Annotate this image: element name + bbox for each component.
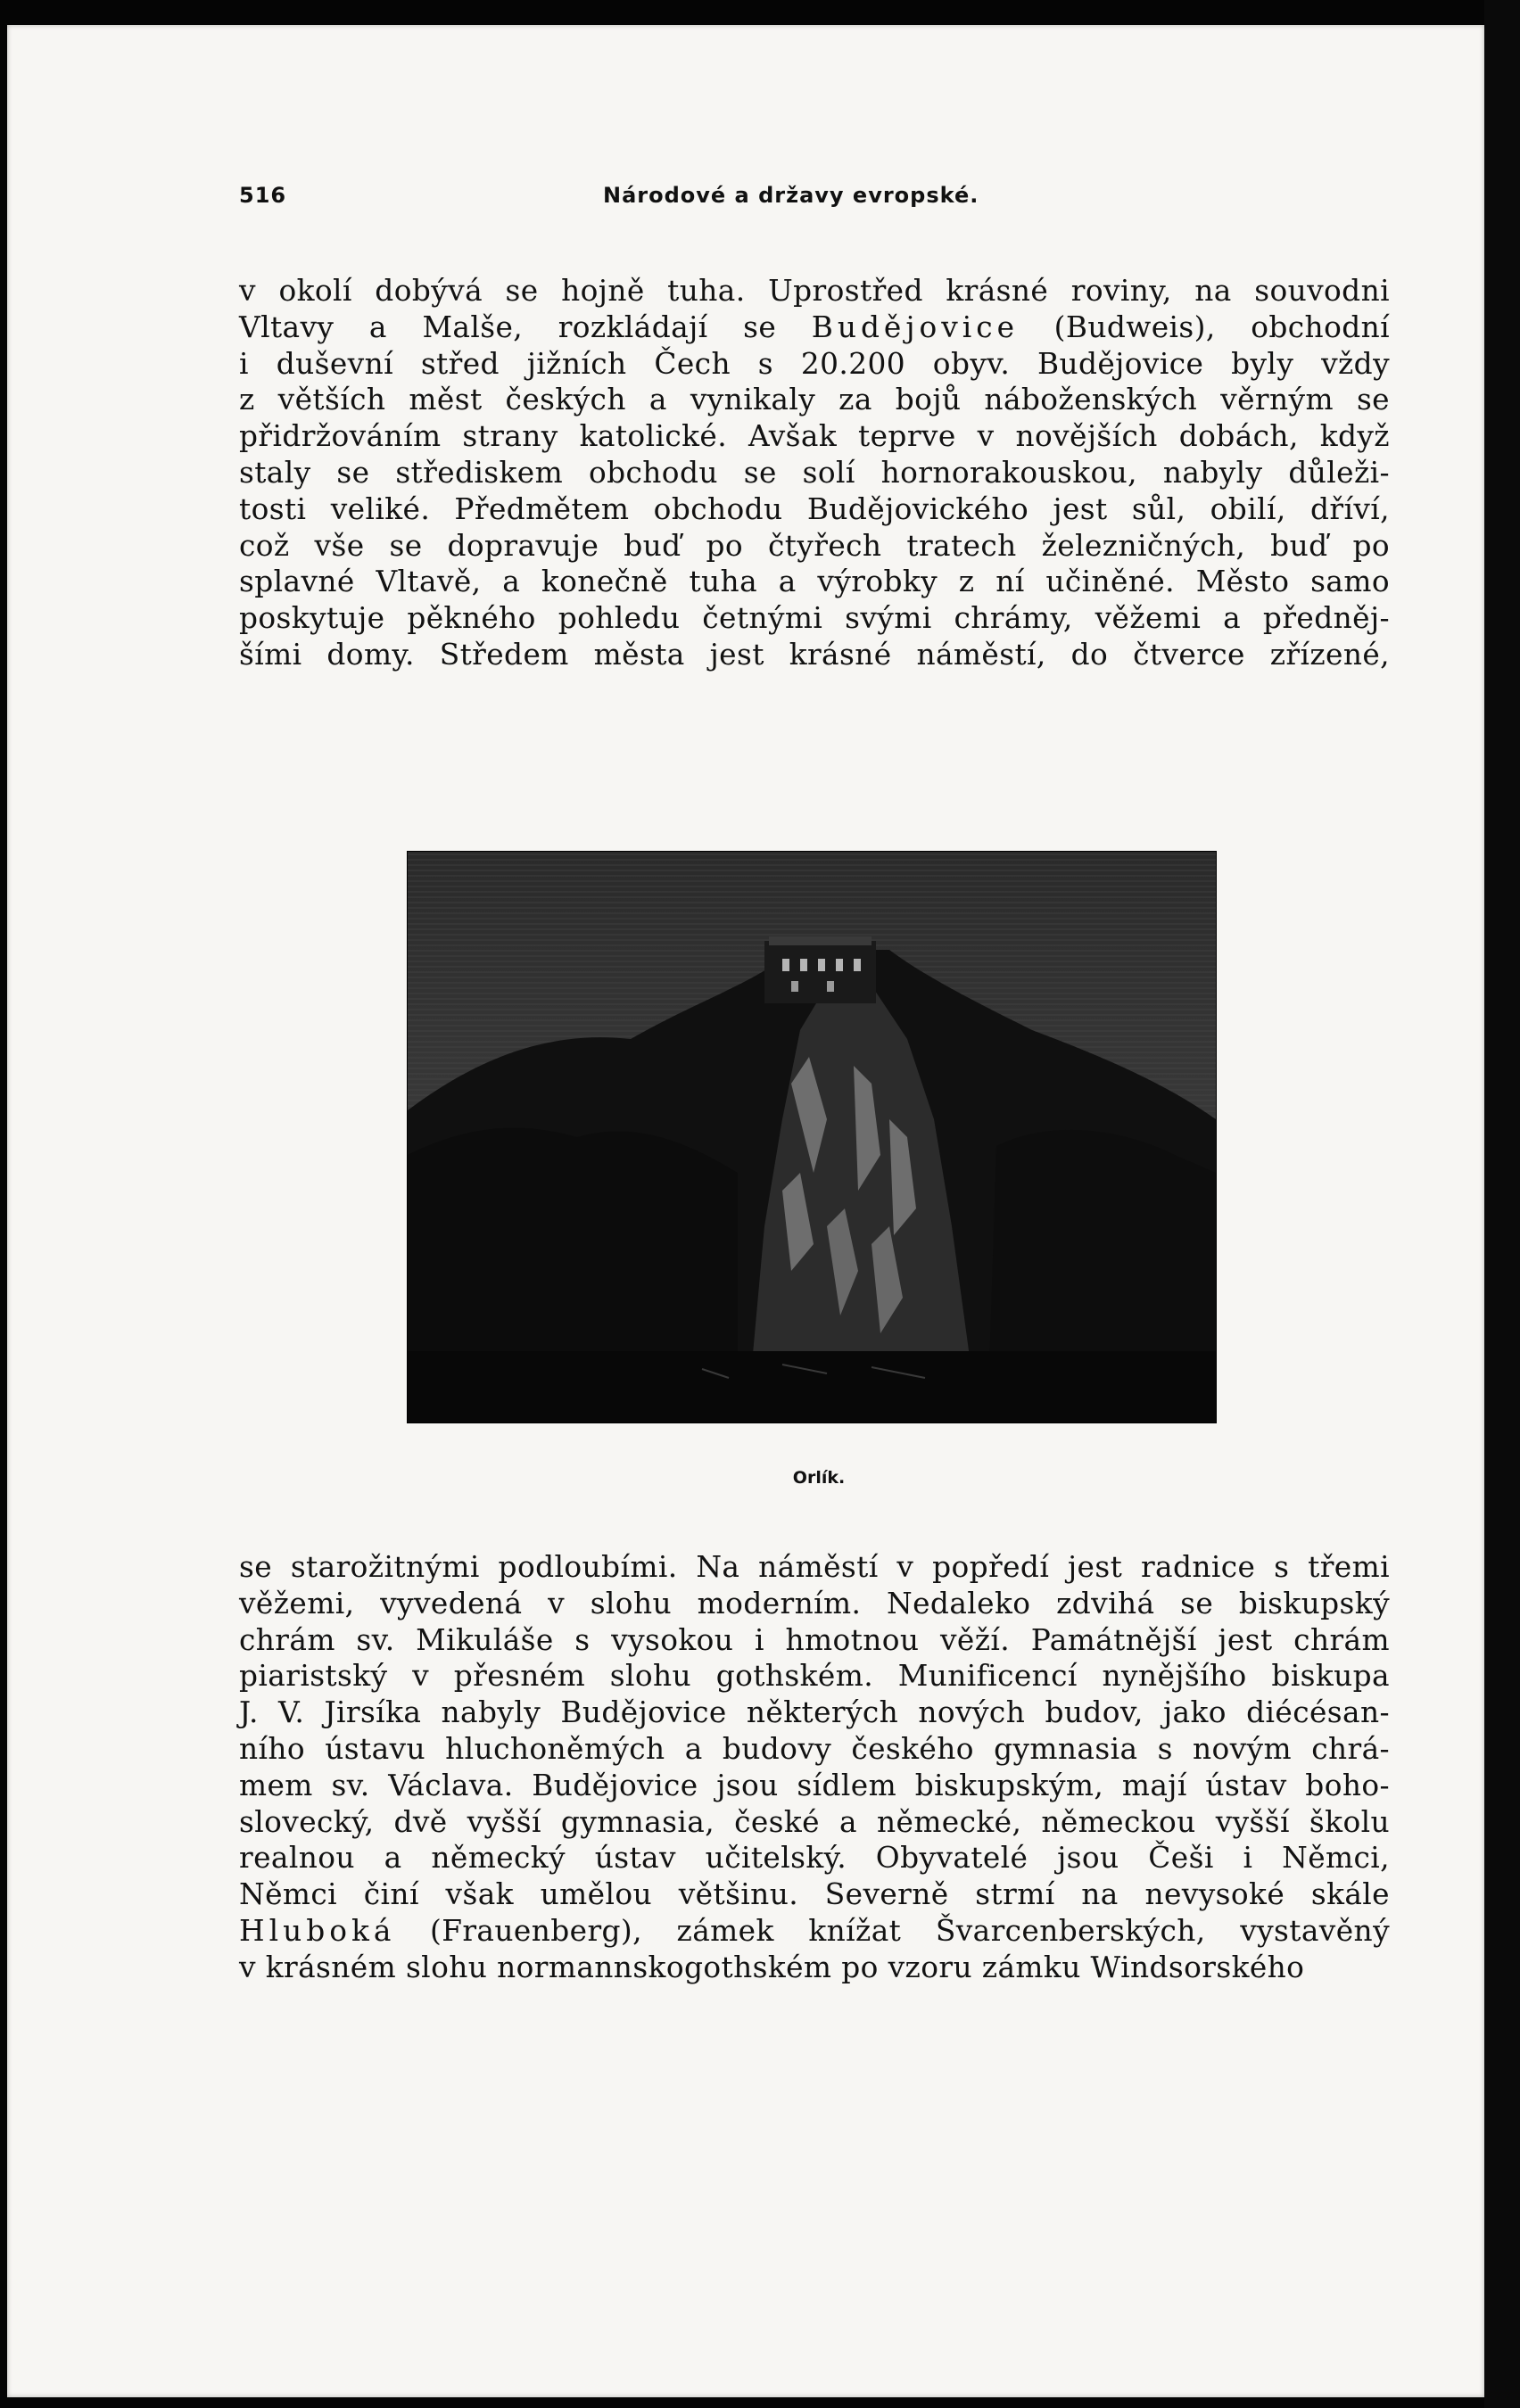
- text-line: v krásném slohu normannskogothském po vzoru zámku Windsorského: [239, 1950, 1305, 1984]
- scan-edge-strip: [1484, 0, 1520, 2408]
- text-line: Němci činí však umělou většinu. Severně strmí na nevysoké skále: [239, 1877, 1390, 1912]
- text-fragment: (Frauenberg), zámek knížat Švarcenberských, vystavěný: [430, 1913, 1390, 1948]
- text-line: se starožitnými podloubími. Na náměstí v popředí jest radnice s třemi: [239, 1550, 1390, 1584]
- text-line: tosti veliké. Předmětem obchodu Budějovického jest sůl, obilí, dříví,: [239, 491, 1390, 526]
- text-line: chrám sv. Mikuláše s vysokou i hmotnou věží. Památnější jest chrám: [239, 1622, 1390, 1657]
- text-line: přidržováním strany katolické. Avšak teprve v novějších dobách, když: [239, 419, 1390, 454]
- text-line: J. V. Jirsíka nabyly Budějovice některých nových budov, jako diécésan-: [239, 1695, 1390, 1730]
- text-line: věžemi, vyvedená v slohu moderním. Nedaleko zdvihá se biskupský: [239, 1586, 1390, 1620]
- engraving-picture: [408, 852, 1216, 1423]
- text-line: ního ústavu hluchoněmých a budovy českého gymnasia s novým chrá-: [239, 1731, 1390, 1766]
- text-fragment: Vltavy a Malše, rozkládají se: [239, 309, 777, 344]
- spaced-place-name: Hluboká: [239, 1913, 396, 1948]
- page-number: 516: [239, 183, 287, 208]
- text-fragment: (Budweis), obchodní: [1053, 309, 1391, 344]
- running-head: [239, 183, 1015, 219]
- text-line: poskytuje pěkného pohledu četnými svými chrámy, věžemi a předněj-: [239, 601, 1390, 636]
- text-line: šími domy. Středem města jest krásné náměstí, do čtverce zřízené,: [239, 637, 1390, 672]
- paragraph-bottom: [239, 1549, 1390, 1986]
- spaced-place-name: Budějovice: [811, 309, 1020, 344]
- paragraph-top: [239, 273, 1390, 673]
- text-line: piaristský v přesném slohu gothském. Munificencí nynějšího biskupa: [239, 1659, 1390, 1694]
- text-line: slovecký, dvě vyšší gymnasia, české a německé, německou vyšší školu: [239, 1804, 1390, 1839]
- text-line: staly se střediskem obchodu se solí hornorakouskou, nabyly důleži-: [239, 455, 1390, 490]
- figure-caption: Orlík.: [792, 1468, 846, 1488]
- text-line-with-spaced-name: [239, 309, 1390, 346]
- text-line: což vše se dopravuje buď po čtyřech tratech železničných, buď po: [239, 528, 1390, 563]
- text-line: realnou a německý ústav učitelský. Obyvatelé jsou Češi i Němci,: [239, 1841, 1390, 1876]
- orlik-castle-engraving: [407, 851, 1217, 1423]
- text-line-with-spaced-name: [239, 1913, 1390, 1950]
- text-line: mem sv. Václava. Budějovice jsou sídlem biskupským, mají ústav boho-: [239, 1768, 1390, 1802]
- text-line: i duševní střed jižních Čech s 20.200 obyv. Budějovice byly vždy: [239, 346, 1390, 381]
- text-line: v okolí dobývá se hojně tuha. Uprostřed krásné roviny, na souvodni: [239, 274, 1390, 308]
- text-line: z větších měst českých a vynikaly za bojů náboženských věrným se: [239, 383, 1390, 417]
- text-line: splavné Vltavě, a konečně tuha a výrobky z ní učiněné. Město samo: [239, 565, 1390, 599]
- running-title: Národové a državy evropské.: [603, 183, 979, 208]
